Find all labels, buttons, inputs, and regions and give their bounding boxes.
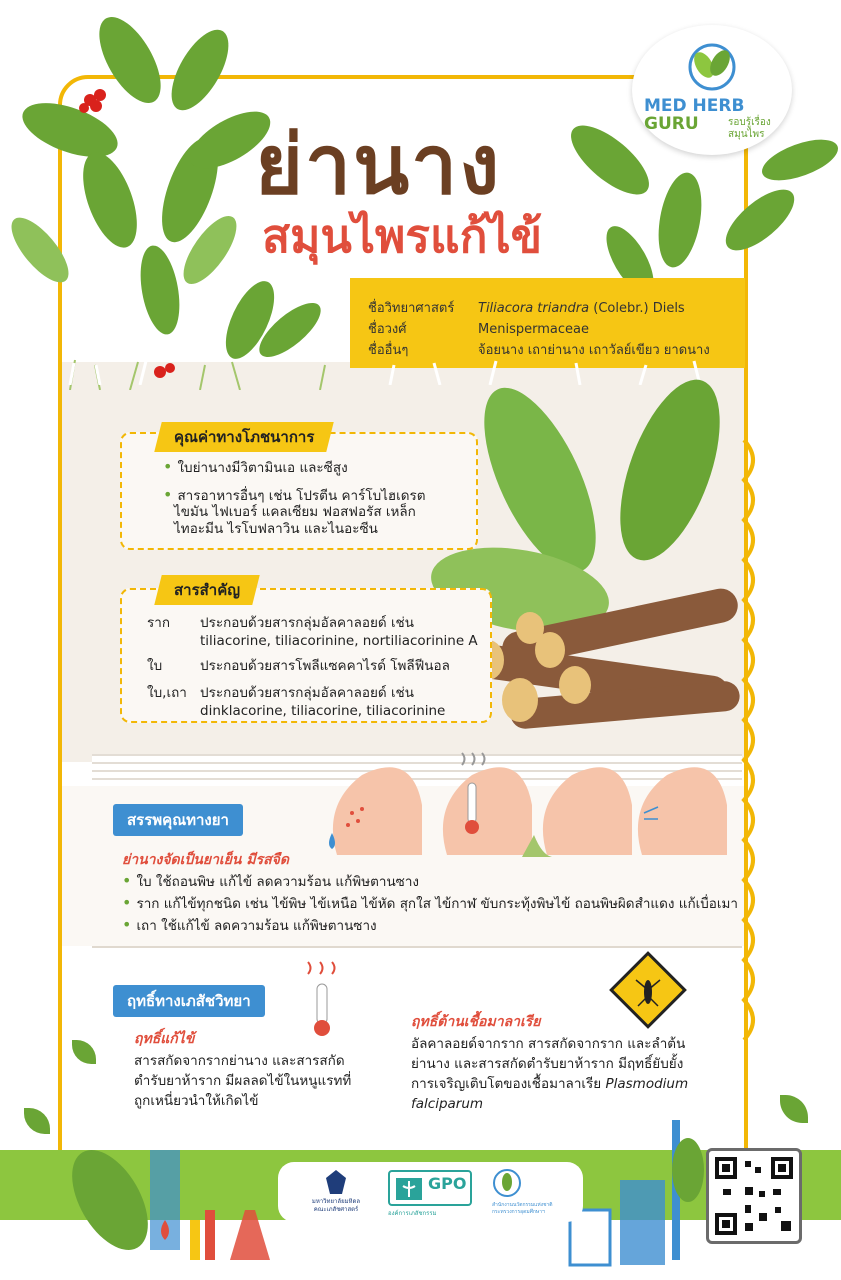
symptom-heads-icon: [322, 745, 732, 865]
gpo-logo: [388, 1170, 472, 1206]
property-item: • เถา ใช้แก้ไข้ ลดความร้อน แก้พิษตานซาง: [122, 916, 377, 935]
mahidol-emblem-icon: [326, 1170, 346, 1194]
section-divider: [92, 946, 742, 948]
nutrition-item-cont: ไทอะมีน ไรโบฟลาวิน และไนอะซีน: [174, 521, 378, 537]
page-title: ย่านาง: [255, 118, 502, 213]
sci-label: ชื่อวงศ์: [368, 322, 407, 337]
malaria-species-cont: falciparum: [411, 1096, 484, 1112]
office-logo: [492, 1168, 576, 1216]
compound-desc: dinklacorine, tiliacorine, tiliacorinine: [200, 703, 446, 719]
nutrition-item-cont: ไขมัน ไฟเบอร์ แคลเซียม ฟอสฟอรัส เหล็ก: [174, 504, 416, 520]
property-item: • ใบ ใช้ถอนพิษ แก้ไข้ ลดความร้อน แก้พิษตานซาง: [122, 872, 419, 891]
sci-label: ชื่ออื่นๆ: [368, 343, 409, 358]
office-name: สำนักงานนวัตกรรมแห่งชาติ: [492, 1202, 553, 1208]
pharma-heading: ฤทธิ์ทางเภสัชวิทยา: [113, 985, 265, 1017]
office-ministry: กระทรวงการอุดมศึกษาฯ: [492, 1209, 545, 1215]
property-item: • ราก แก้ไข้ทุกชนิด เช่น ไข้พิษ ไข้เหนือ ไข้หัด สุกใส ไข้กาฬ ขับกระทุ้งพิษไข้ ถอนพิษผิดสำแดง แก้เบื่อเมา: [122, 894, 738, 913]
gpo-subtitle: องค์การเภสัชกรรม: [388, 1210, 437, 1217]
leaf-icon: [24, 1108, 50, 1134]
brand-tagline2: สมุนไพร: [728, 129, 765, 140]
compound-part: ราก: [147, 615, 171, 631]
sci-value: จ้อยนาง เถาย่านาง เถาวัลย์เขียว ยาดนาง: [478, 343, 710, 358]
compound-desc: tiliacorine, tiliacorinine, nortiliacorinine A: [200, 633, 478, 649]
leaf-icon: [780, 1095, 808, 1123]
partner-logos: [278, 1162, 583, 1222]
nutrition-item: • สารอาหารอื่นๆ เช่น โปรตีน คาร์โบไฮเดรต: [163, 486, 426, 505]
fever-line: ตำรับยาห้าราก มีผลลดไข้ในหนูแรทที่: [134, 1073, 352, 1089]
fever-line: ถูกเหนี่ยวนำให้เกิดไข้: [134, 1093, 259, 1109]
thermometer-icon: [302, 960, 342, 1040]
qr-code-icon: [715, 1157, 793, 1235]
compound-part: ใบ: [147, 658, 163, 674]
brand-tagline: [728, 117, 771, 141]
sci-row-family: [368, 318, 589, 339]
compound-desc: ประกอบด้วยสารกลุ่มอัลคาลอยด์ เช่น: [200, 685, 414, 701]
mahidol-logo: [306, 1170, 366, 1214]
brand-logo: [632, 25, 792, 155]
sci-row-scientific: [368, 297, 685, 318]
qr-code[interactable]: [706, 1148, 802, 1244]
brand-line1: MED HERB: [644, 96, 745, 116]
compounds-heading: [154, 575, 260, 605]
compound-part: ใบ,เถา: [147, 685, 187, 701]
brand-tagline1: รอบรู้เรื่อง: [728, 117, 771, 128]
mahidol-faculty: คณะเภสัชศาสตร์: [313, 1206, 359, 1213]
malaria-species: Plasmodium: [605, 1076, 689, 1092]
compound-desc: ประกอบด้วยสารโพลีแซคคาไรด์ โพลีฟีนอล: [200, 658, 450, 674]
sci-value-italic: Tiliacora triandra: [478, 301, 590, 316]
brand-line2: GURU: [644, 114, 699, 134]
nutrition-item: • ใบย่านางมีวิตามินเอ และซีสูง: [163, 458, 348, 477]
herb-logo-icon: [680, 37, 744, 93]
sci-value: (Colebr.) Diels: [589, 301, 685, 316]
fever-line: สารสกัดจากรากย่านาง และสารสกัด: [134, 1053, 345, 1069]
properties-heading: สรรพคุณทางยา: [113, 804, 243, 836]
lab-equipment-left-icon: [70, 1110, 280, 1280]
properties-subheading: ย่านางจัดเป็นยาเย็น มีรสจืด: [122, 852, 289, 868]
mahidol-name: มหาวิทยาลัยมหิดล: [311, 1198, 361, 1205]
sci-value: Menispermaceae: [478, 322, 589, 337]
nutrition-heading: [154, 422, 334, 452]
sci-label: ชื่อวิทยาศาสตร์: [368, 301, 455, 316]
office-emblem-icon: [492, 1168, 522, 1198]
fever-title: ฤทธิ์แก้ไข้: [134, 1031, 195, 1047]
compounds-heading-text: สารสำคัญ: [174, 581, 241, 599]
malaria-line: อัลคาลอยด์จากราก สารสกัดจากราก และลำต้น: [411, 1036, 686, 1052]
compound-desc: ประกอบด้วยสารกลุ่มอัลคาลอยด์ เช่น: [200, 615, 414, 631]
page-subtitle: สมุนไพรแก้ไข้: [262, 209, 543, 263]
gpo-text: GPO: [428, 1174, 467, 1193]
malaria-line-text: การเจริญเติบโตของเชื้อมาลาเรีย: [411, 1076, 606, 1092]
malaria-line: [411, 1075, 688, 1093]
malaria-line: ย่านาง และสารสกัดตำรับยาห้าราก มีฤทธิ์ยับยั้ง: [411, 1056, 684, 1072]
nutrition-heading-text: คุณค่าทางโภชนาการ: [174, 428, 315, 446]
gpo-emblem-icon: [396, 1178, 422, 1200]
mosquito-sign-icon: [608, 950, 688, 1030]
malaria-title: ฤทธิ์ต้านเชื้อมาลาเรีย: [411, 1014, 541, 1030]
